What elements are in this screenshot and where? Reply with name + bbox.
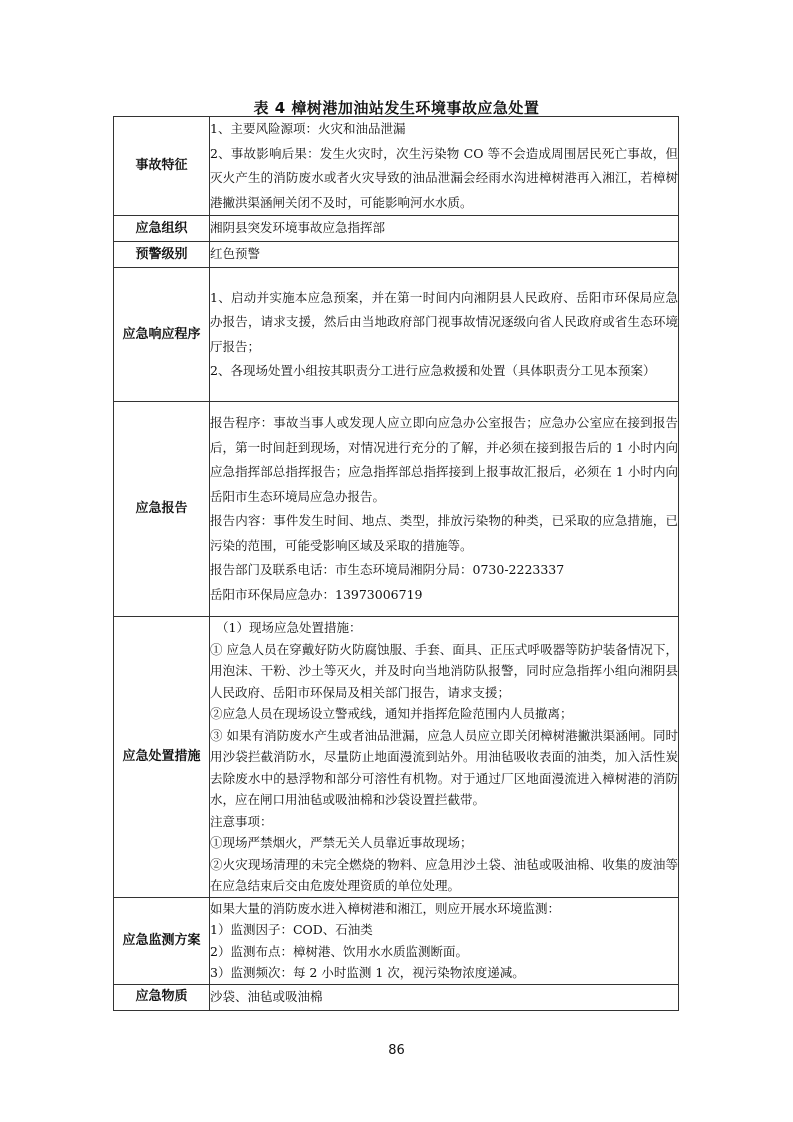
content-line: 如果大量的消防废水进入樟树港和湘江，则应开展水环境监测： [210,900,561,916]
content-line: 报告程序：事故当事人或发现人应立即向应急办公室报告；应急办公室应在接到报告后，第一时间赶到现场，对情况进行充分的了解，并必须在接到报告后的 1 小时内向应急指挥部总指挥报告；应急指挥部总指挥接到上报事故汇报后，必须在 1 小时内向岳阳市生态环境局应急办报告。 [210,415,678,504]
content-line: 1、启动并实施本应急预案，并在第一时间内向湘阴县人民政府、岳阳市环保局应急办报告，请求支援，然后由当地政府部门视事故情况逐级向省人民政府或省生态环境厅报告； [210,289,678,354]
row-content-emergency-measures [210,617,679,898]
content-line: ②应急人员在现场设立警戒线，通知并指挥危险范围内人员撤离； [210,706,573,721]
table-row [114,216,679,242]
content-line: 1）监测因子：COD、石油类 [210,922,373,937]
content-line: ②火灾现场清理的未完全燃烧的物料、应急用沙土袋、油毡或吸油棉、收集的废油等在应急结束后交由危废处理资质的单位处理。 [210,856,678,893]
table-title: 表 4 樟树港加油站发生环境事故应急处置 [253,99,540,117]
row-label-emergency-organization: 应急组织 [114,216,210,242]
emergency-response-table [113,116,679,1011]
content-line: 2、事故影响后果：发生火灾时，次生污染物 CO 等不会造成周围居民死亡事故，但灭火产生的消防废水或者火灾导致的油品泄漏会经雨水沟进樟树港再入湘江，若樟树港撇洪渠涵闸关闭不及时，可能影响河水水质。 [210,145,678,210]
content-line: 岳阳市环保局应急办：13973006719 [210,586,423,602]
content-line: ③ 如果有消防废水产生或者油品泄漏，应急人员应立即关闭樟树港撇洪渠涵闸。同时用沙袋拦截消防水，尽量防止地面漫流到站外。用油毡吸收表面的油类，加入活性炭去除废水中的悬浮物和部分可溶性有机物。对于通过厂区地面漫流进入樟树港的消防水，应在闸口用油毡或吸油棉和沙袋设置拦截带。 [210,727,678,807]
row-content-emergency-materials [210,984,679,1010]
row-content-warning-level [210,242,679,268]
content-line: 注意事项： [210,813,273,829]
row-label-emergency-response-procedure: 应急响应程序 [114,268,210,402]
table-row [114,268,679,402]
row-content-emergency-organization [210,216,679,242]
content-line: 沙袋、油毡或吸油棉 [210,988,323,1004]
content-line: （1）现场应急处置措施： [216,620,362,635]
content-line: 2）监测布点：樟树港、饮用水水质监测断面。 [210,943,468,959]
row-label-emergency-materials: 应急物质 [114,984,210,1010]
row-content-emergency-response-procedure [210,268,679,402]
row-label-emergency-report: 应急报告 [114,402,210,617]
row-label-accident-features: 事故特征 [114,117,210,216]
content-line: 报告部门及联系电话：市生态环境局湘阴分局：0730-2223337 [210,562,565,577]
table-row [114,242,679,268]
row-content-accident-features [210,117,679,216]
table-row [114,984,679,1010]
table-row [114,117,679,216]
page-number: 86 [388,1043,405,1058]
table-row [114,897,679,984]
row-label-warning-level: 预警级别 [114,242,210,268]
table-row [114,617,679,898]
content-line: 湘阴县突发环境事故应急指挥部 [210,220,386,236]
content-line: 1、主要风险源项：火灾和油品泄漏 [210,121,406,136]
content-line: 报告内容：事件发生时间、地点、类型，排放污染物的种类，已采取的应急措施，已污染的范围，可能受影响区域及采取的措施等。 [210,513,678,553]
content-line: 2、各现场处置小组按其职责分工进行应急救援和处置（具体职责分工见本预案） [210,363,656,378]
content-line: 红色预警 [210,246,261,262]
row-content-emergency-monitoring-plan [210,897,679,984]
content-line: ①现场严禁烟火，严禁无关人员靠近事故现场； [210,835,473,850]
row-content-emergency-report [210,402,679,617]
content-line: ① 应急人员在穿戴好防火防腐蚀服、手套、面具、正压式呼吸器等防护装备情况下，用泡沫、干粉、沙土等灭火，并及时向当地消防队报警，同时应急指挥小组向湘阴县人民政府、岳阳市环保局及相关部门报告，请求支援； [210,641,678,700]
row-label-emergency-measures: 应急处置措施 [114,617,210,898]
content-line: 3）监测频次：每 2 小时监测 1 次，视污染物浓度递减。 [210,965,525,980]
row-label-emergency-monitoring-plan: 应急监测方案 [114,897,210,984]
table-row [114,402,679,617]
